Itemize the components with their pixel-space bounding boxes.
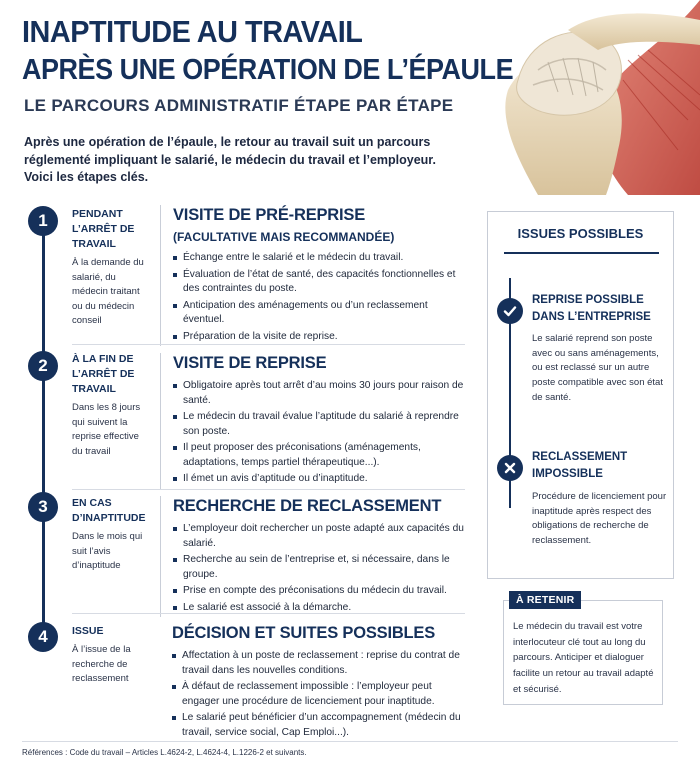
issue-2-head: RECLASSEMENT IMPOSSIBLE (532, 451, 628, 480)
timeline-line (42, 226, 45, 636)
step-4-when-desc: À l’issue de la recherche de reclassement (72, 644, 131, 684)
divider (72, 344, 465, 345)
step-2-when-desc: Dans les 8 jours qui suivent la reprise effective du travail (72, 402, 141, 457)
step-2-when-head: À LA FIN DE L’ARRÊT DE TRAVAIL (72, 353, 135, 395)
step-2-title: VISITE DE REPRISE (173, 354, 327, 372)
list-item: Recherche au sein de l’entreprise et, si nécessaire, dans le groupe. (173, 553, 465, 582)
list-item: À défaut de reclassement impossible : l’employeur peut engager une procédure de licenciement pour inaptitude. (172, 680, 465, 709)
page-title-line1: INAPTITUDE AU TRAVAIL (22, 14, 363, 49)
step-2-when (72, 352, 152, 459)
issue-2-desc: Procédure de licenciement pour inaptitude après respect des obligations de recherche de reclassement. (532, 491, 667, 547)
list-item: Le salarié est associé à la démarche. (173, 601, 465, 616)
divider (22, 741, 678, 742)
references: Références : Code du travail – Articles L.4624-2, L.4624-4, L.1226-2 et suivants. (22, 748, 307, 757)
step-2-bullets (173, 379, 465, 487)
issues-panel (487, 211, 674, 579)
step-1-when-desc: À la demande du salarié, du médecin traitant ou du médecin conseil (72, 257, 144, 326)
step-4-when (72, 624, 152, 687)
issue-1-desc: Le salarié reprend son poste avec ou sans aménagements, ou est reclassé sur un autre poste compatible avec son état de santé. (532, 333, 663, 403)
step-4-number: 4 (28, 622, 58, 652)
step-4-when-head: ISSUE (72, 625, 104, 637)
intro-text: Après une opération de l’épaule, le retour au travail suit un parcours réglementé impliquant le salarié, le médecin du travail et l’employeur. Voici les étapes clés. (24, 135, 436, 184)
list-item: Le salarié peut bénéficier d’un accompagnement (médecin du travail, service social, Cap Emploi...). (172, 711, 465, 740)
step-1-when-head: PENDANT L’ARRÊT DE TRAVAIL (72, 208, 135, 250)
list-item: Obligatoire après tout arrêt d’au moins 30 jours pour raison de santé. (173, 379, 465, 408)
step-4-card (160, 623, 465, 742)
list-item: Préparation de la visite de reprise. (173, 330, 465, 345)
list-item: Il émet un avis d’aptitude ou d’inaptitude. (173, 472, 465, 487)
retenir-tag: À RETENIR (509, 591, 581, 609)
step-2-number: 2 (28, 351, 58, 381)
list-item: Le médecin du travail évalue l’aptitude du salarié à reprendre son poste. (173, 410, 465, 439)
divider (72, 613, 465, 614)
list-item: Échange entre le salarié et le médecin du travail. (173, 251, 465, 266)
step-3-when-desc: Dans le mois qui suit l’avis d’inaptitude (72, 531, 143, 571)
retenir-text: Le médecin du travail est votre interlocuteur clé tout au long du parcours. Anticiper et dialoguer facilite un retour au travail adapté et sécurisé. (513, 621, 654, 695)
page-subtitle: LE PARCOURS ADMINISTRATIF ÉTAPE PAR ÉTAPE (24, 96, 454, 115)
step-3-title: RECHERCHE DE RECLASSEMENT (173, 497, 442, 515)
step-1-subtitle: (FACULTATIVE MAIS RECOMMANDÉE) (173, 230, 395, 244)
issues-title: ISSUES POSSIBLES (517, 226, 644, 241)
step-1-bullets (173, 251, 465, 344)
step-1-when (72, 207, 152, 329)
step-1-card (160, 205, 465, 346)
divider (72, 489, 465, 490)
step-1-number: 1 (28, 206, 58, 236)
step-3-when (72, 496, 152, 574)
divider (504, 252, 659, 254)
shoulder-anatomy-illustration (478, 0, 700, 195)
step-1-title: VISITE DE PRÉ-REPRISE (173, 206, 366, 224)
step-3-card (160, 496, 465, 617)
list-item: Affectation à un poste de reclassement : reprise du contrat de travail dans les nouvelles conditions. (172, 649, 465, 678)
issue-1-head: REPRISE POSSIBLE DANS L’ENTREPRISE (532, 294, 651, 323)
check-icon (497, 298, 523, 324)
page-title-line2: APRÈS UNE OPÉRATION DE L’ÉPAULE (22, 54, 514, 86)
step-3-bullets (173, 522, 465, 615)
step-3-number: 3 (28, 492, 58, 522)
list-item: Prise en compte des préconisations du médecin du travail. (173, 584, 465, 599)
cross-icon (497, 455, 523, 481)
step-4-title: DÉCISION ET SUITES POSSIBLES (172, 624, 436, 642)
list-item: Anticipation des aménagements ou d’un reclassement éventuel. (173, 299, 465, 328)
step-3-when-head: EN CAS D’INAPTITUDE (72, 497, 146, 524)
list-item: Il peut proposer des préconisations (aménagements, adaptations, temps partiel thérapeutique...). (173, 441, 465, 470)
step-4-bullets (172, 649, 465, 740)
step-2-card (160, 353, 465, 489)
list-item: Évaluation de l’état de santé, des capacités fonctionnelles et des contraintes du poste. (173, 268, 465, 297)
list-item: L’employeur doit rechercher un poste adapté aux capacités du salarié. (173, 522, 465, 551)
